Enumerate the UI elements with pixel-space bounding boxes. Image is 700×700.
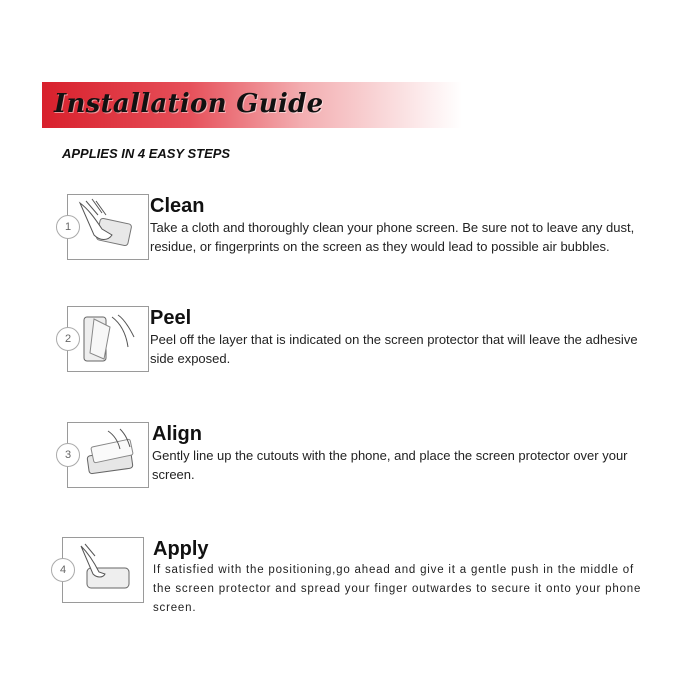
step-description: Take a cloth and thoroughly clean your phone screen. Be sure not to leave any dust, residue, or fingerprints on the screen as they would lead to possible air bubbles.	[150, 220, 635, 254]
step-number: 3	[56, 443, 80, 467]
finger-press-icon	[63, 538, 143, 602]
peel-film-icon	[68, 307, 148, 371]
step-title: Align	[152, 423, 202, 445]
step-title: Apply	[153, 538, 209, 560]
step-description: Gently line up the cutouts with the phone, and place the screen protector over your screen.	[152, 448, 628, 482]
step-illustration	[59, 537, 144, 603]
step-illustration	[64, 194, 149, 260]
step-description: If satisfied with the positioning,go ahead and give it a gentle push in the middle of the screen protector and spread your finger outwardes to secure it onto your phone screen.	[153, 564, 642, 614]
step-number: 4	[51, 558, 75, 582]
align-protector-icon	[68, 423, 148, 487]
step-title: Clean	[150, 195, 205, 217]
step-description: Peel off the layer that is indicated on the screen protector that will leave the adhesive side exposed.	[150, 332, 638, 366]
page-subtitle: APPLIES IN 4 EASY STEPS	[62, 146, 231, 161]
step-title: Peel	[150, 307, 192, 329]
step-illustration	[64, 306, 149, 372]
step-illustration	[64, 422, 149, 488]
step-number: 1	[56, 215, 80, 239]
title-banner	[42, 82, 462, 128]
cloth-wipe-icon	[68, 195, 148, 259]
page-title: Installation Guide	[54, 89, 324, 119]
step-number: 2	[56, 327, 80, 351]
